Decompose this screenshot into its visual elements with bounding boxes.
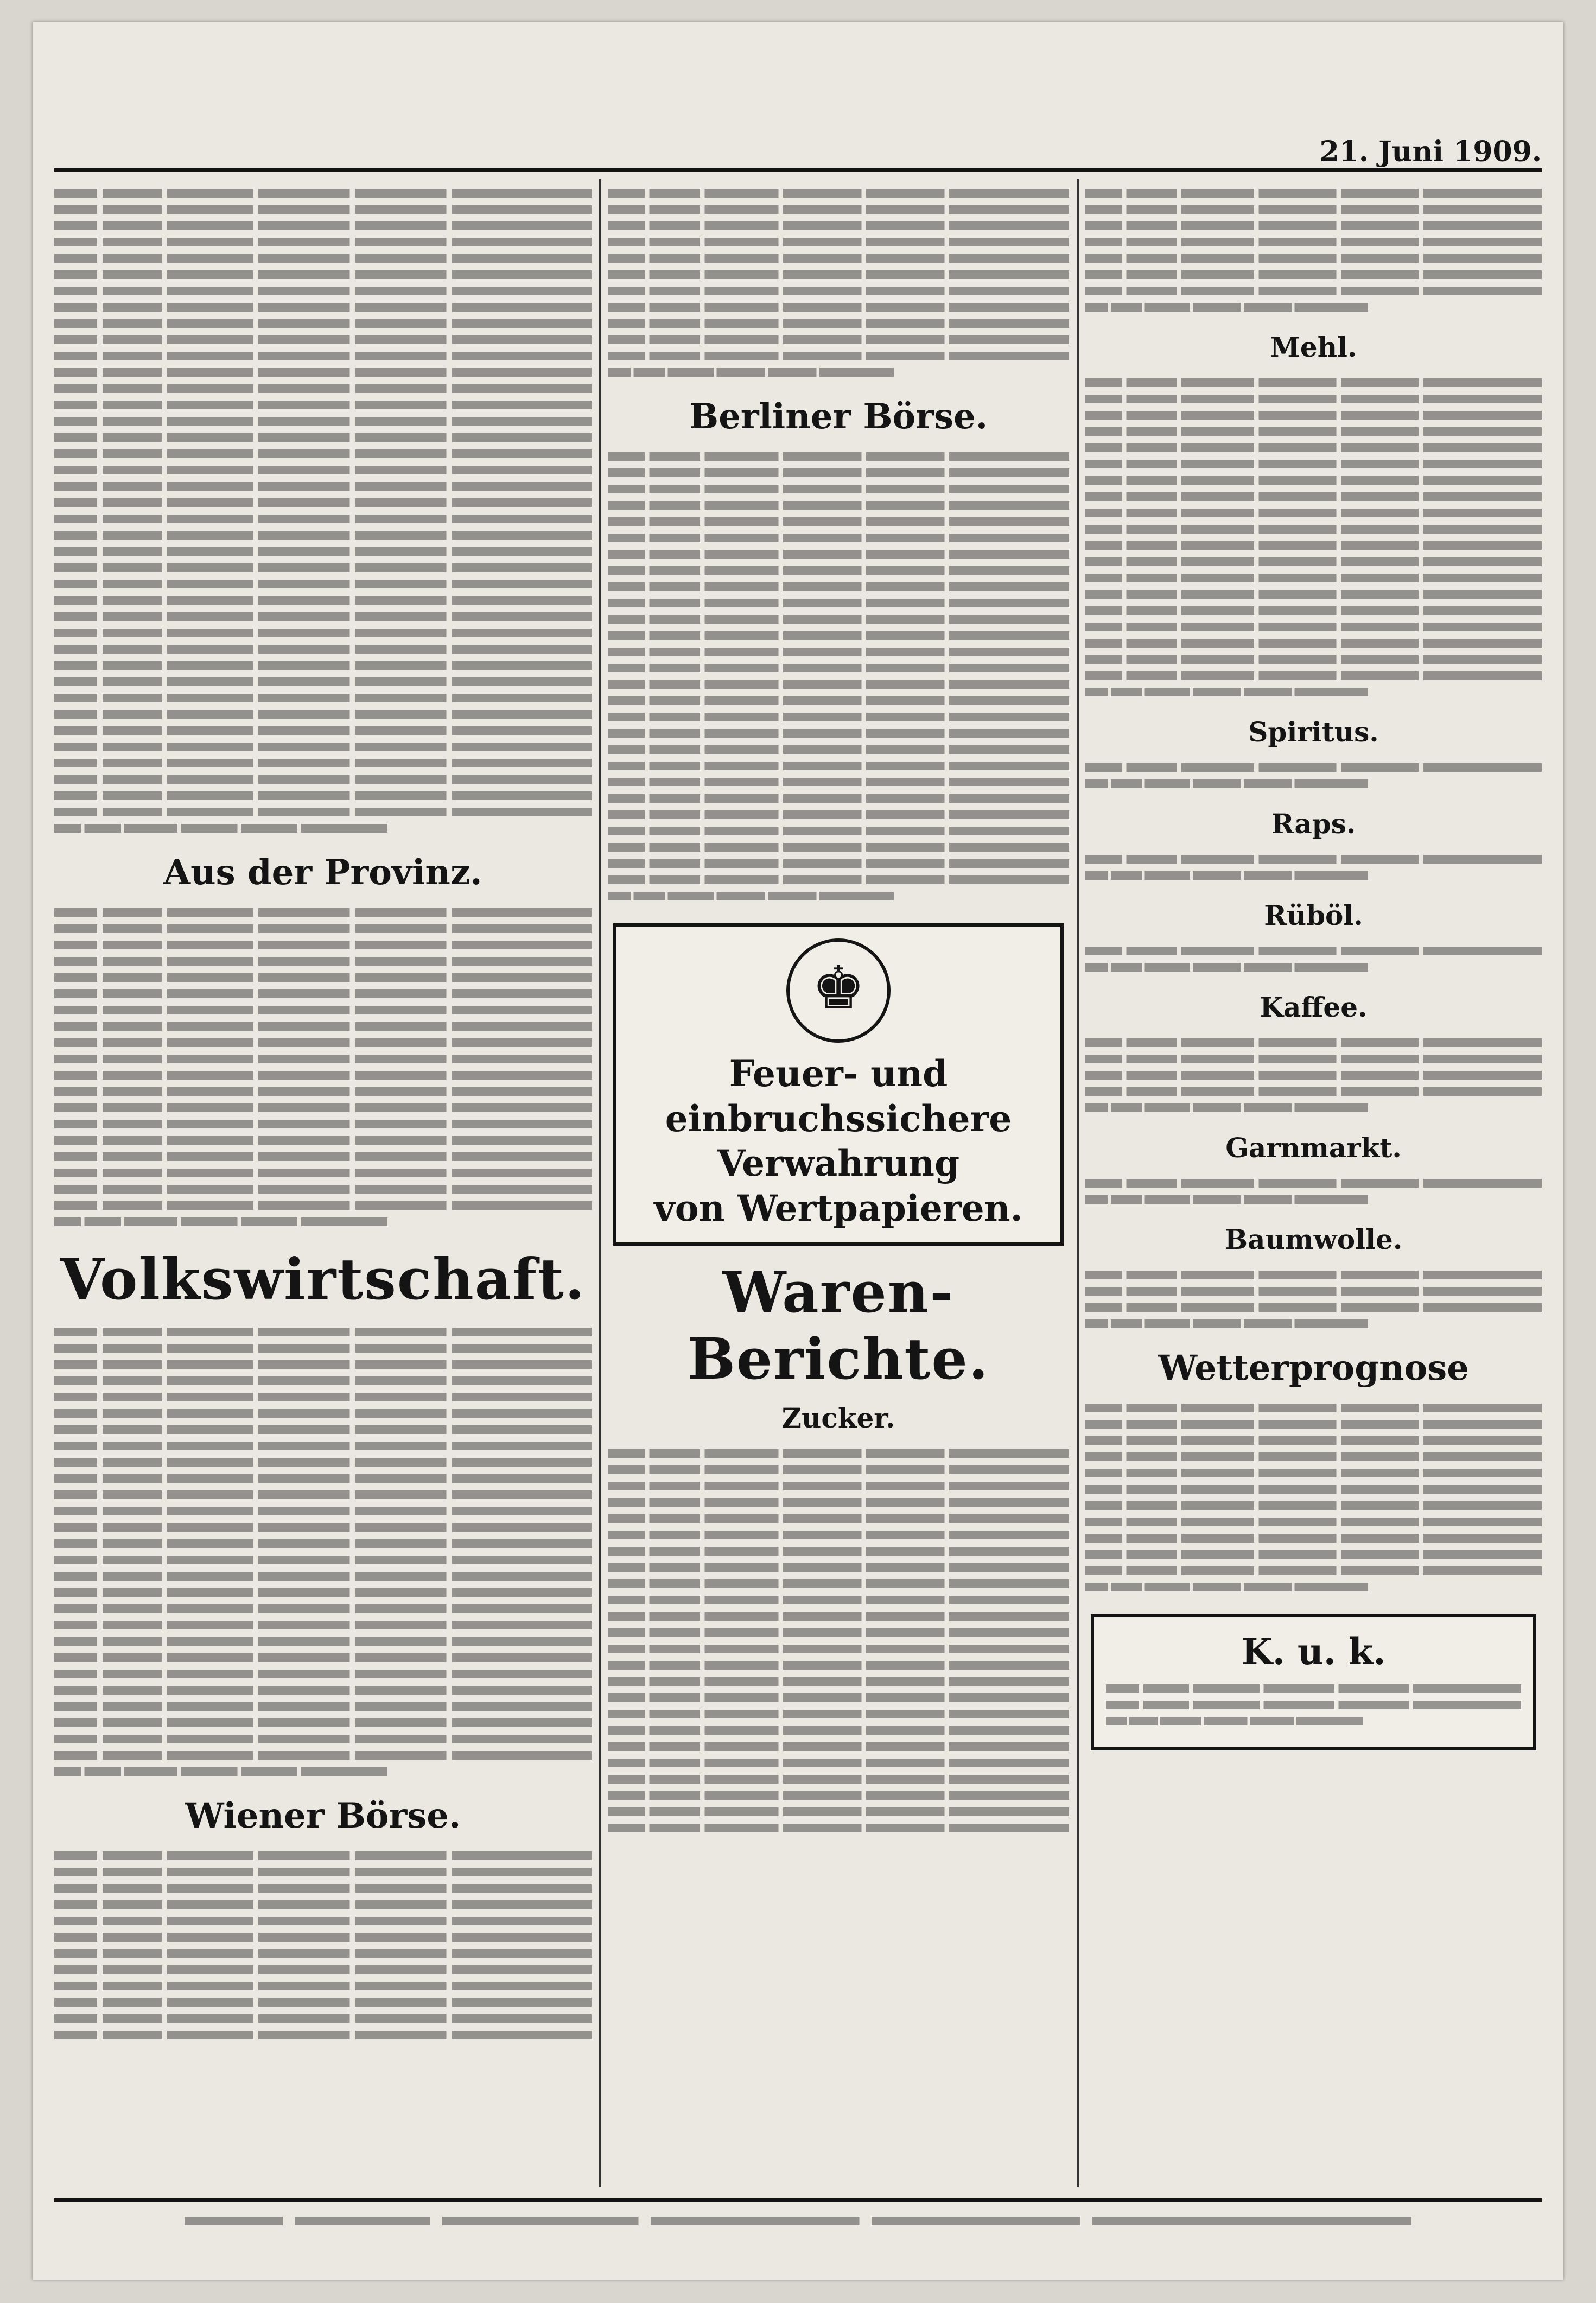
text-block: [54, 1318, 592, 1786]
section-title-wetterprognose: Wetterprognose: [1158, 1348, 1469, 1388]
text-block: [1085, 1029, 1542, 1122]
subsection-mehl: Mehl.: [1270, 331, 1357, 363]
ammunition-advertisement: [1091, 1614, 1536, 1750]
section-title-wiener-boerse: Wiener Börse.: [185, 1796, 461, 1836]
text-block: [54, 898, 592, 1236]
column-right: [1085, 179, 1542, 2187]
text-block: [1085, 1394, 1542, 1601]
subsection-zucker: Zucker.: [781, 1402, 895, 1434]
section-title-provinz: Aus der Provinz.: [163, 852, 482, 893]
text-block: [608, 179, 1069, 386]
ad-line: von Wertpapieren.: [654, 1187, 1023, 1229]
text-block: [608, 442, 1069, 910]
page-footer: [54, 2198, 1542, 2245]
column-rule: [599, 179, 601, 2187]
subsection-baumwolle: Baumwolle.: [1224, 1223, 1403, 1255]
header-date: 21. Juni 1909.: [1319, 135, 1542, 168]
text-block: [1085, 1169, 1542, 1214]
text-block: [54, 179, 592, 842]
text-block: [54, 1842, 592, 2049]
double-eagle-icon: ♚: [786, 938, 891, 1043]
column-middle: [608, 179, 1069, 2187]
text-block: [1085, 753, 1542, 798]
column-left: [54, 179, 592, 2187]
ad-line: Feuer- und einbruchssichere Verwahrung: [665, 1052, 1012, 1184]
subsection-kaffee: Kaffee.: [1260, 991, 1368, 1023]
text-block: [1085, 1261, 1542, 1338]
section-title-volkswirtschaft: Volkswirtschaft.: [60, 1246, 586, 1312]
text-block: [1085, 179, 1542, 321]
page-header: [54, 119, 1542, 172]
text-block: [608, 1439, 1069, 1842]
text-block: [1085, 937, 1542, 981]
subsection-rueboel: Rüböl.: [1264, 899, 1363, 931]
newspaper-page: [33, 22, 1563, 2280]
bank-advertisement: [613, 923, 1064, 1246]
subsection-garnmarkt: Garnmarkt.: [1225, 1132, 1402, 1164]
ad-line: K. u. k.: [1241, 1631, 1386, 1673]
text-block: [1085, 369, 1542, 706]
section-title-waren-berichte: Waren-Berichte.: [688, 1259, 989, 1392]
text-block: [1085, 845, 1542, 890]
text-block: [1106, 1674, 1521, 1735]
subsection-spiritus: Spiritus.: [1248, 716, 1379, 748]
section-title-berliner-boerse: Berliner Börse.: [689, 396, 988, 437]
column-rule: [1077, 179, 1079, 2187]
subsection-raps: Raps.: [1271, 808, 1356, 840]
